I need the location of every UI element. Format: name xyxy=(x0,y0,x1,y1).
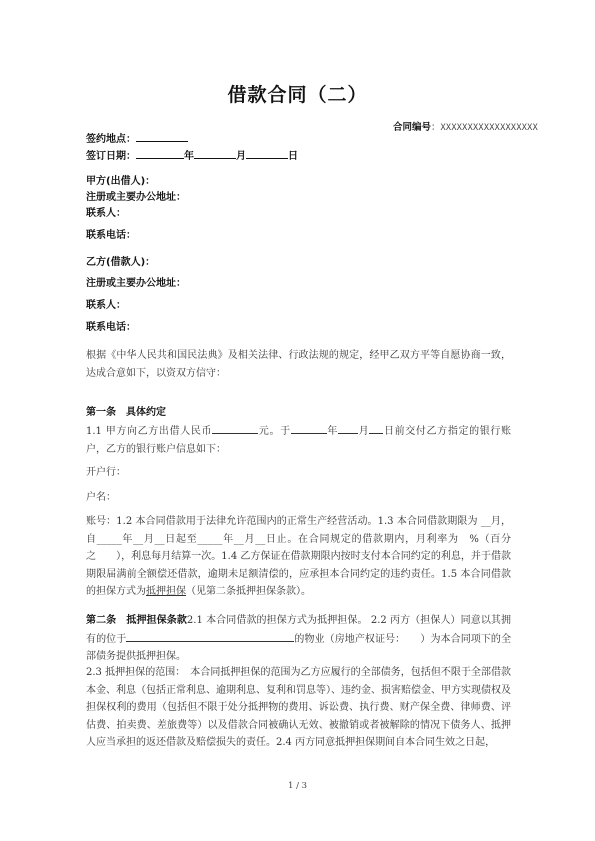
sign-place-label: 签约地点： xyxy=(86,134,136,145)
deliver-year-blank xyxy=(291,422,327,434)
a1-1-text-e: 日前交付乙方指定的银行账户，乙方的银行账户信息如下： xyxy=(86,426,512,455)
account-name-label: 户名： xyxy=(86,492,116,503)
article-2-3-paragraph: 2.3 抵押担保的范围： 本合同抵押担保的范围为乙方应履行的全部债务，包括但不限于全部借款本金、利息（包括正常利息、逾期利息、复利和罚息等）、违约金、损害赔偿金、甲方实现债权及担保权利的费用（包括但不限于处分抵押物的费用、诉讼费、执行费、财产保全费、律师费、评估费、拍卖费、差旅费等）以及借款合同被确认无效、被撤销或者被解除的情况下债务人、抵押人应当承担的返还借款及赔偿损失的责任。2.4 丙方同意抵押担保期间自本合同生效之日起， xyxy=(86,667,511,749)
article-1-heading: 第一条 具体约定 xyxy=(86,407,166,418)
party-b-address-label: 注册或主要办公地址： xyxy=(86,278,186,289)
page-number: 1 / 3 xyxy=(287,781,308,791)
month-label: 月 xyxy=(236,151,246,162)
contract-number-value: XXXXXXXXXXXXXXXXXX xyxy=(440,123,538,133)
party-a-contact-label: 联系人： xyxy=(86,208,126,219)
year-blank xyxy=(136,148,184,159)
sign-date-label: 签订日期： xyxy=(86,151,136,162)
sign-date xyxy=(86,148,298,163)
article-1-1-paragraph xyxy=(86,422,511,458)
document-title: 借款合同（二） xyxy=(227,84,368,106)
a2-1-text: 2.1 本合同借款的担保方式为抵押担保。 2.2 丙方（担保人）同意以其拥有的位于 xyxy=(86,615,512,645)
deliver-month-blank xyxy=(338,422,358,434)
party-b-contact-label: 联系人： xyxy=(86,300,126,311)
intro-paragraph: 根据《中华人民共和国民法典》及相关法律、行政法规的规定，经甲乙双方平等自愿协商一致，达成合意如下，以资双方信守： xyxy=(86,350,511,379)
bank-label: 开户行： xyxy=(86,467,126,478)
a1-long-text: 账号：1.2 本合同借款用于法律允许范围内的正常生产经营活动。1.3 本合同借款期限为 __月，自_____年__月__日起至_____年__月__日止。在合同规定的借款期内，月利率为 %（百分之 ），利息每月结算一次。1.4 乙方保证在借款期限内按时支付本合同约定的利息，并于借款期限届满前全额偿还借款，逾期未足额清偿的，应承担本合同约定的违约责任。1.5 本合同借款的担保方式为 xyxy=(86,516,511,598)
a1-1-text-c: 年 xyxy=(326,426,339,437)
a1-long-end: （见第二条抵押担保条款）。 xyxy=(186,586,311,598)
article-2-heading: 第二条 抵押担保条款 xyxy=(86,615,187,626)
article-2-paragraph xyxy=(86,612,511,666)
sign-place xyxy=(86,131,188,146)
year-label: 年 xyxy=(184,151,194,162)
contract-number: 合同编号：XXXXXXXXXXXXXXXXXX xyxy=(392,122,538,133)
a1-1-text-b: 元。于 xyxy=(258,426,291,437)
article-1-2-to-1-5-paragraph xyxy=(86,513,511,601)
a1-1-text-a: 1.1 甲方向乙方出借人民币 xyxy=(86,426,213,437)
contract-number-label: 合同编号 xyxy=(392,122,431,133)
guarantee-type-underlined: 抵押担保 xyxy=(146,586,186,598)
amount-blank xyxy=(212,422,258,434)
day-blank xyxy=(246,148,288,159)
party-a-label: 甲方(出借人)： xyxy=(86,176,156,187)
month-blank xyxy=(194,148,236,159)
party-a-address-label: 注册或主要办公地址： xyxy=(86,192,186,203)
day-label: 日 xyxy=(288,151,298,162)
party-b-phone-label: 联系电话： xyxy=(86,322,136,333)
party-b-label: 乙方(借款人)： xyxy=(86,257,156,268)
a1-1-text-d: 月 xyxy=(358,426,370,437)
property-location-blank xyxy=(126,630,294,642)
deliver-day-blank xyxy=(369,422,383,434)
a2-1-text-b: 的物业（房地产权证号： ）为本合同项下的全部债务提供抵押担保。 xyxy=(86,633,512,663)
party-a-phone-label: 联系电话： xyxy=(86,230,136,241)
sign-place-blank xyxy=(136,131,188,142)
